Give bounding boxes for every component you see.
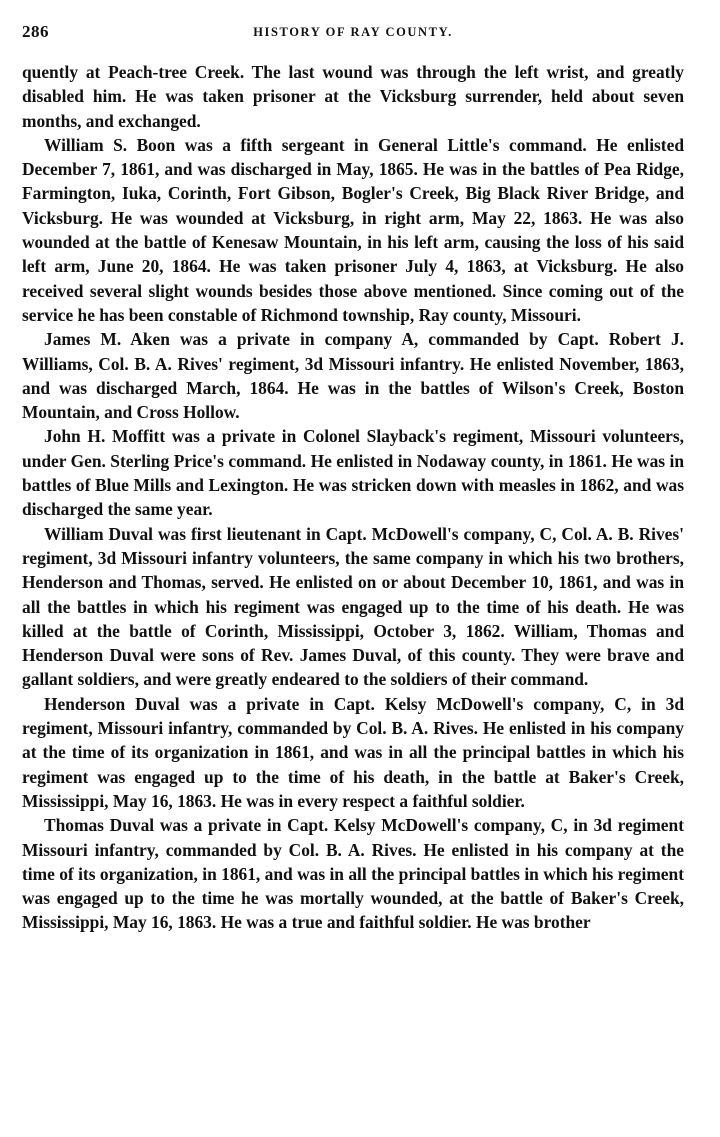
book-title: HISTORY OF RAY COUNTY. bbox=[253, 25, 453, 39]
page-number: 286 bbox=[22, 22, 49, 41]
running-head bbox=[22, 22, 684, 48]
body-text bbox=[22, 60, 684, 935]
paragraph-henderson-duval: Henderson Duval was a private in Capt. Kelsy McDowell's company, C, in 3d regiment, Missouri infantry, commanded by Col. B. A. Rives. He enlisted in his company at the time of its organization in 1861, and was in all the principal battles in which his regiment was engaged up to the time of his death, in the battle at Baker's Creek, Mississippi, May 16, 1863. He was in every respect a faithful soldier. bbox=[22, 693, 684, 811]
paragraph-william-s-boon: William S. Boon was a fifth sergeant in General Little's command. He enlisted December 7, 1861, and was discharged in May, 1865. He was in the battles of Pea Ridge, Farmington, Iuka, Corinth, Fort Gibson, Bogler's Creek, Big Black River Bridge, and Vicksburg. He was wounded at Vicksburg, in right arm, May 22, 1863. He was also wounded at the battle of Kenesaw Mountain, in his left arm, causing the loss of his said left arm, June 20, 1864. He was taken prisoner July 4, 1863, at Vicksburg. He also received several slight wounds besides those above mentioned. Since coming out of the service he has been constable of Richmond township, Ray county, Missouri. bbox=[22, 134, 684, 325]
paragraph-james-m-aken: James M. Aken was a private in company A, commanded by Capt. Robert J. Williams, Col. B. A. Rives' regiment, 3d Missouri infantry. He enlisted November, 1863, and was discharged March, 1864. He was in the battles of Wilson's Creek, Boston Mountain, and Cross Hollow. bbox=[22, 329, 684, 423]
paragraph-thomas-duval: Thomas Duval was a private in Capt. Kelsy McDowell's company, C, in 3d regiment Missouri infantry, commanded by Col. B. A. Rives. He enlisted in his company at the time of its organization, in 1861, and was in all the principal battles in which his regiment was engaged up to the time he was mortally wounded, at the battle of Baker's Creek, Mississippi, May 16, 1863. He was a true and faithful soldier. He was brother bbox=[22, 815, 684, 933]
paragraph-continuation: quently at Peach-tree Creek. The last wound was through the left wrist, and greatly disabled him. He was taken prisoner at the Vicksburg surrender, held about seven months, and exchanged. bbox=[22, 62, 684, 131]
paragraph-william-duval: William Duval was first lieutenant in Capt. McDowell's company, C, Col. A. B. Rives' regiment, 3d Missouri infantry volunteers, the same company in which his two brothers, Henderson and Thomas, served. He enlisted on or about December 10, 1861, and was in all the battles in which his regiment was engaged up to the time of his death. He was killed at the battle of Corinth, Mississippi, October 3, 1862. William, Thomas and Henderson Duval were sons of Rev. James Duval, of this county. They were brave and gallant soldiers, and were greatly endeared to the soldiers of their command. bbox=[22, 523, 684, 690]
book-page bbox=[22, 22, 684, 935]
paragraph-john-h-moffitt: John H. Moffitt was a private in Colonel Slayback's regiment, Missouri volunteers, under Gen. Sterling Price's command. He enlisted in Nodaway county, in 1861. He was in battles of Blue Mills and Lexington. He was stricken down with measles in 1862, and was discharged the same year. bbox=[22, 426, 684, 520]
